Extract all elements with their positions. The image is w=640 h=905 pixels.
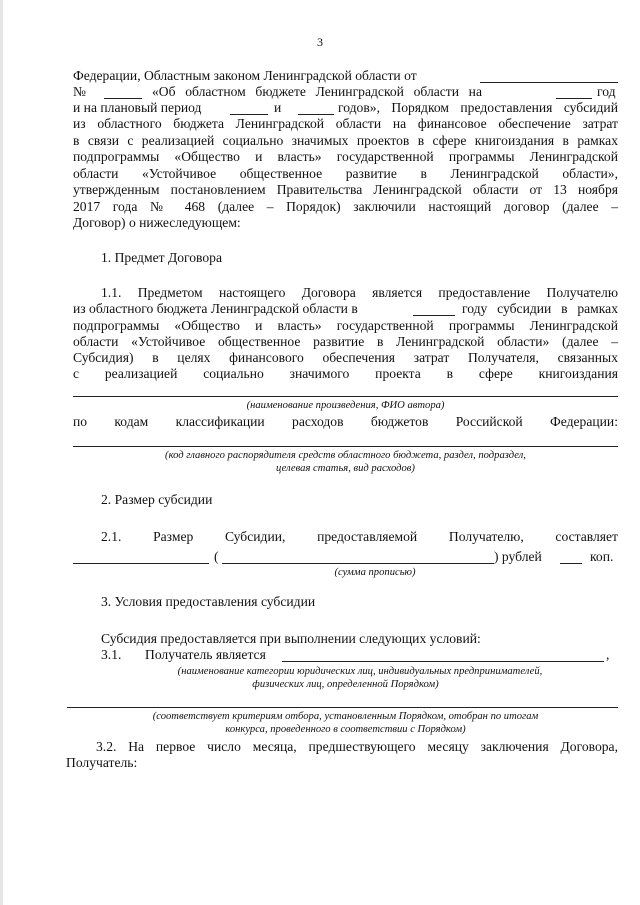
intro-line-3: и на плановый период [73, 100, 202, 115]
intro-line-3-and: и [274, 100, 282, 115]
s2-open-paren: ( [214, 549, 219, 564]
intro-line-8: утвержденным постановлением Правительства Ленинградской области от 13 ноября [73, 182, 618, 197]
intro-line-1: Федерации, Областным законом Ленинградской области от [73, 68, 417, 83]
criteria-blank [67, 707, 618, 708]
s1-line-2-tail: году субсидии в рамках [462, 301, 618, 316]
note-work-title: (наименование произведения, ФИО автора) [246, 400, 445, 411]
s1-line-4: области «Устойчивое общественное развитие в Ленинградской области» (далее – [73, 334, 618, 349]
note-sum-words: (сумма прописью) [334, 567, 416, 578]
amount-words-blank [222, 563, 494, 564]
section-2-heading: 2. Размер субсидии [101, 492, 213, 507]
intro-line-2-text: «Об областном бюджете Ленинградской области на [152, 84, 482, 99]
intro-line-10: Договор) о нижеследующем: [73, 215, 241, 230]
s1-line-1: 1.1. Предметом настоящего Договора является предоставление Получателю [101, 285, 618, 300]
s2-line-1: 2.1. Размер Субсидии, предоставляемой Получателю, составляет [101, 529, 618, 544]
s1-line-2: из областного бюджета Ленинградской области в [73, 301, 358, 316]
s1-year-blank [413, 315, 455, 316]
s3-item-31-text: Получатель является [145, 647, 266, 662]
note-criteria-1: (соответствует критериям отбора, установленным Порядком, отобран по итогам [152, 711, 539, 722]
s1-line-3: подпрограммы «Общество и власть» государственной программы Ленинградской [73, 318, 618, 333]
codes-blank [73, 446, 618, 447]
s2-rub: ) рублей [494, 549, 542, 564]
s3-comma: , [606, 647, 610, 662]
intro-line-3-tail: годов», Порядком предоставления субсидий [338, 100, 618, 115]
page-edge-shadow [0, 0, 3, 905]
amount-digits-blank [73, 563, 209, 564]
note-codes-2: целевая статья, вид расходов) [276, 463, 415, 474]
note-codes-1: (код главного распорядителя средств областного бюджета, раздел, подраздел, [165, 450, 526, 461]
year-blank-3 [298, 114, 334, 115]
category-blank [282, 661, 604, 662]
year-blank-1 [556, 98, 592, 99]
intro-line-2: № [73, 84, 86, 99]
note-criteria-2: конкурса, проведенного в соответствии с Порядком) [225, 724, 466, 735]
section-1-heading: 1. Предмет Договора [101, 250, 223, 265]
s3-item-31-num: 3.1. [101, 647, 122, 662]
s1-line-6: с реализацией социально значимого проекта в сфере книгоиздания [73, 366, 618, 381]
section-3-heading: 3. Условия предоставления субсидии [101, 594, 316, 609]
intro-line-5: в связи с реализацией социально значимых проектов в сфере книгоиздания в рамках [73, 133, 618, 148]
s1-line-5: Субсидия) в целях финансового обеспечения затрат Получателя, связанных [73, 350, 618, 365]
kop-blank [560, 563, 582, 564]
s3-conditions: Субсидия предоставляется при выполнении следующих условий: [101, 631, 481, 646]
intro-line-6: подпрограммы «Общество и власть» государственной программы Ленинградской [73, 149, 618, 164]
s2-kop: коп. [590, 549, 614, 564]
work-title-blank [73, 396, 618, 397]
note-category-2: физических лиц, определенной Порядком) [252, 679, 439, 690]
intro-line-4: из областного бюджета Ленинградской области на финансовое обеспечение затрат [73, 116, 618, 131]
intro-line-9: 2017 года № 468 (далее – Порядок) заключили настоящий договор (далее – [73, 199, 618, 214]
s1-codes-line: по кодам классификации расходов бюджетов Российской Федерации: [73, 414, 618, 429]
note-category-1: (наименование категории юридических лиц, индивидуальных предпринимателей, [177, 666, 543, 677]
page-number: 3 [317, 35, 323, 49]
s3-item-32: 3.2. На первое число месяца, предшествующего месяцу заключения Договора, [96, 739, 618, 754]
intro-line-2-year: год [597, 84, 616, 99]
number-blank [104, 98, 142, 99]
date-blank [480, 82, 618, 83]
year-blank-2 [230, 114, 268, 115]
s3-item-32-b: Получатель: [66, 755, 138, 770]
intro-line-7: области «Устойчивое общественное развитие в Ленинградской области», [73, 166, 618, 181]
